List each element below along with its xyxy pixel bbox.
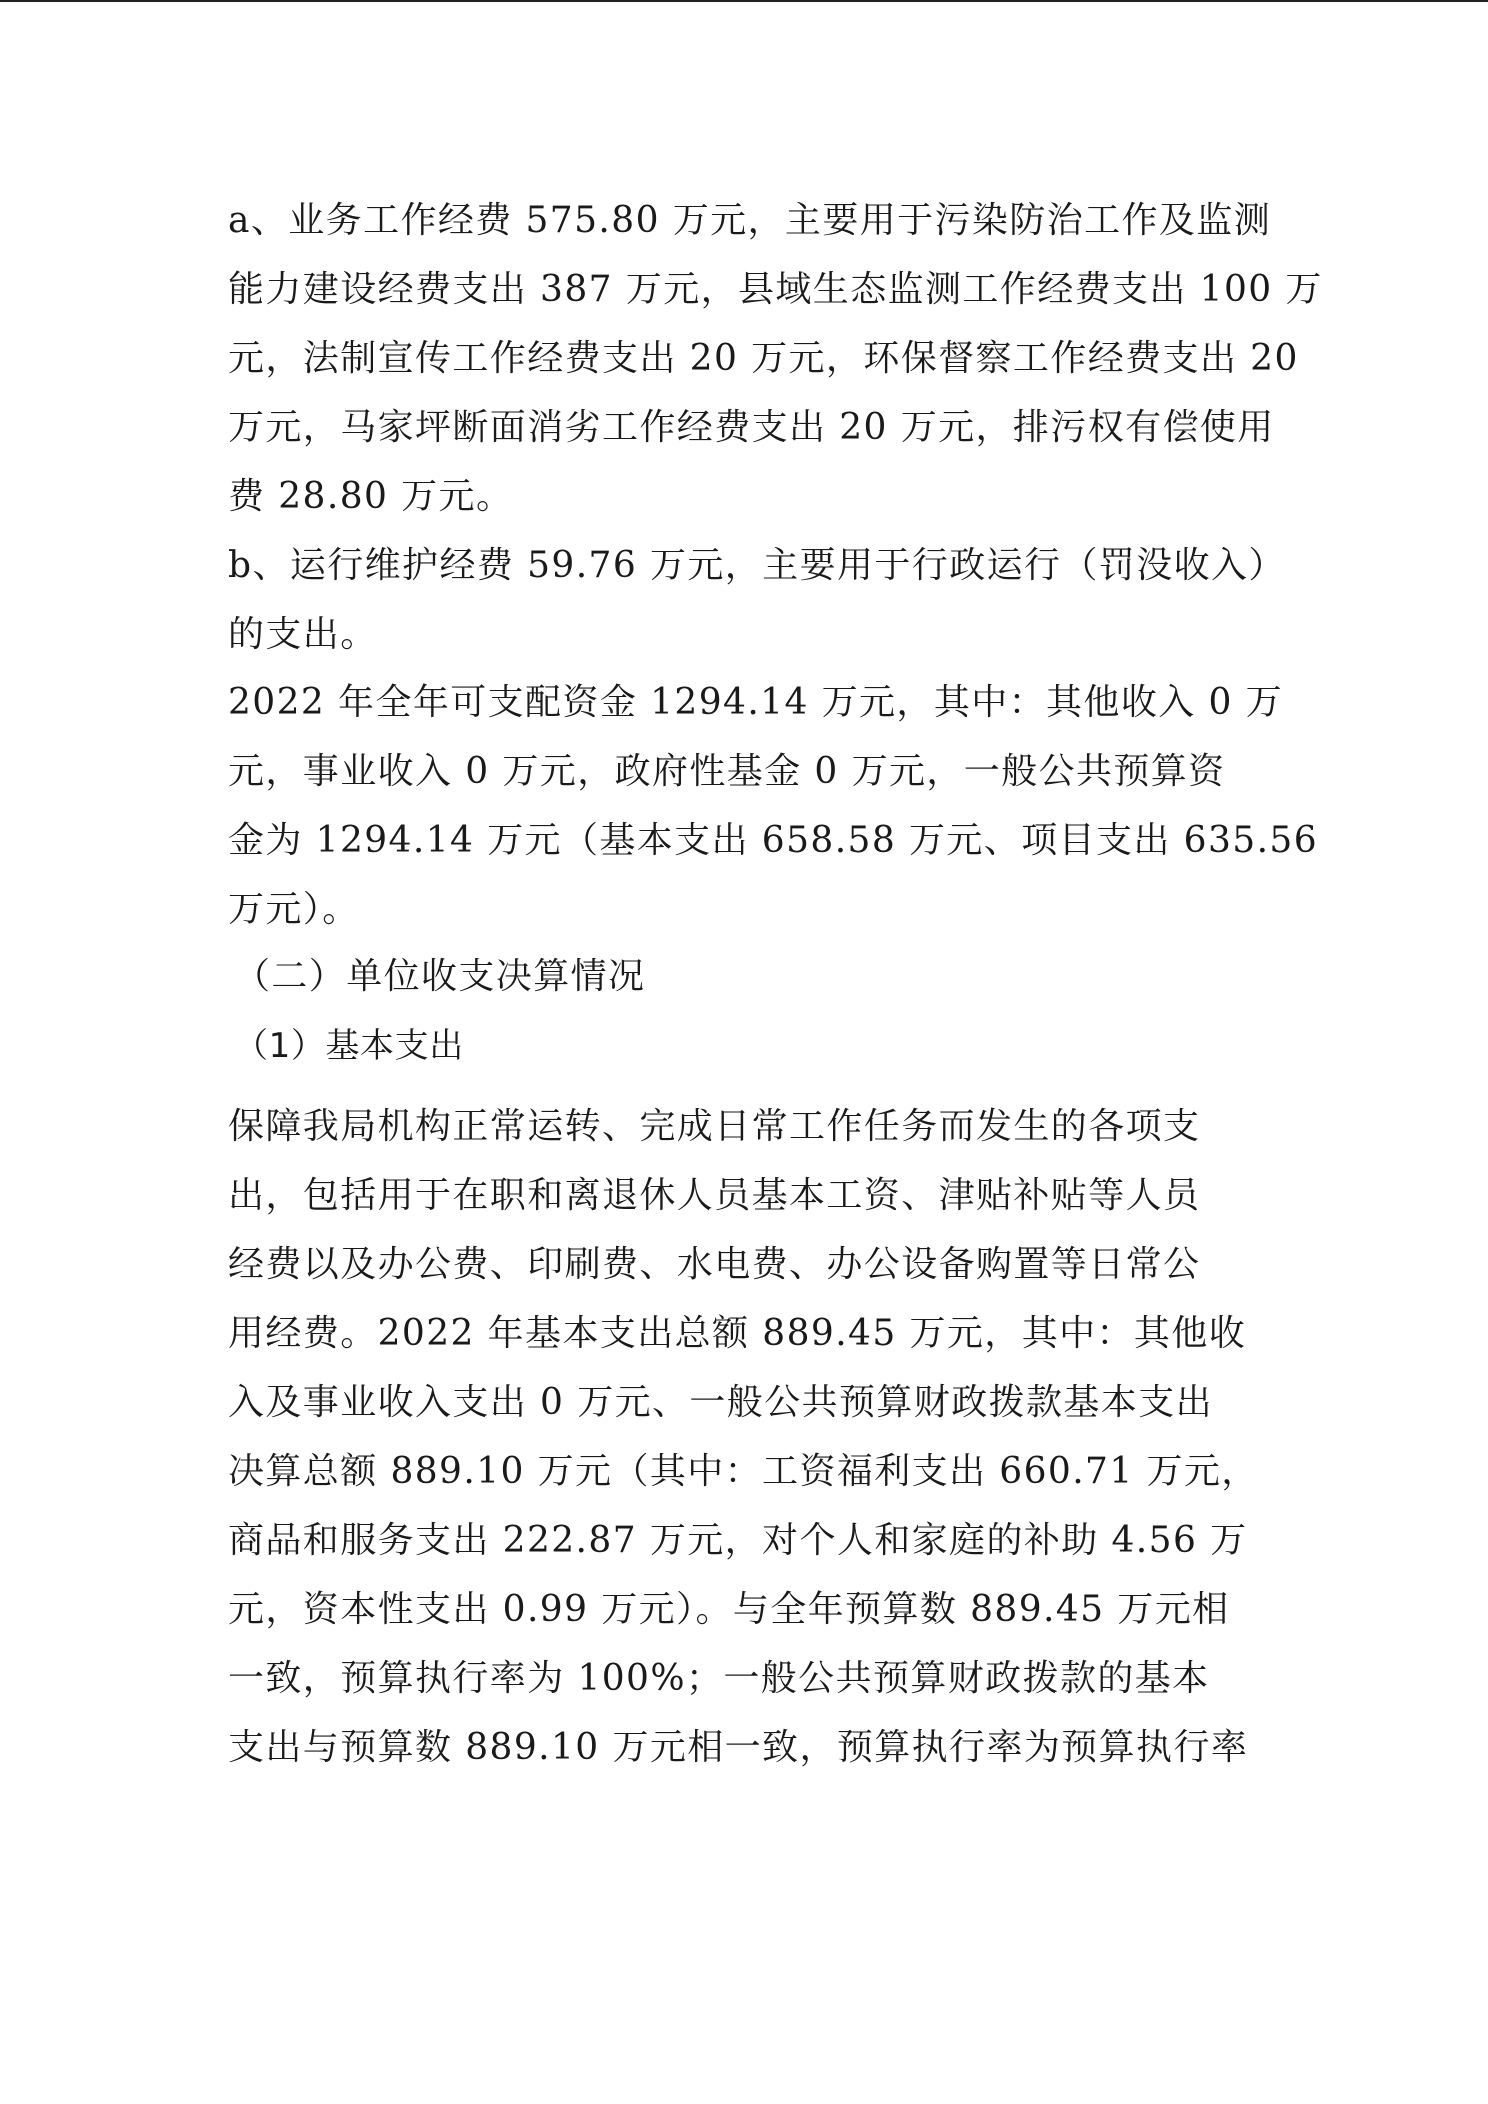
text-line: 元，事业收入 0 万元，政府性基金 0 万元，一般公共预算资 xyxy=(228,751,1226,792)
paragraph-basic-expenditure xyxy=(228,1092,1263,1782)
text-line: 支出与预算数 889.10 万元相一致，预算执行率为预算执行率 xyxy=(228,1727,1249,1768)
text-line: 元，法制宣传工作经费支出 20 万元，环保督察工作经费支出 20 xyxy=(228,338,1299,379)
paragraph-business-funds xyxy=(228,186,1323,531)
text-line: 出，包括用于在职和离退休人员基本工资、津贴补贴等人员 xyxy=(228,1175,1201,1216)
text-line: 金为 1294.14 万元（基本支出 658.58 万元、项目支出 635.56 xyxy=(228,820,1319,861)
text-line: b、运行维护经费 59.76 万元，主要用于行政运行（罚没收入） xyxy=(228,545,1286,586)
text-line: 万元，马家坪断面消劣工作经费支出 20 万元，排污权有偿使用 xyxy=(228,407,1275,448)
top-border-line xyxy=(0,0,1488,2)
text-line: 保障我局机构正常运转、完成日常工作任务而发生的各项支 xyxy=(228,1106,1201,1147)
text-line: 万元）。 xyxy=(228,889,360,930)
text-line: 商品和服务支出 222.87 万元，对个人和家庭的补助 4.56 万 xyxy=(228,1520,1248,1561)
section-heading: （二）单位收支决算情况 xyxy=(234,956,646,997)
text-line: 费 28.80 万元。 xyxy=(228,476,514,517)
text-line: 用经费。2022 年基本支出总额 889.45 万元，其中：其他收 xyxy=(228,1313,1247,1354)
text-line: 2022 年全年可支配资金 1294.14 万元，其中：其他收入 0 万 xyxy=(228,682,1284,723)
text-line: 经费以及办公费、印刷费、水电费、办公设备购置等日常公 xyxy=(228,1244,1201,1285)
text-line: 入及事业收入支出 0 万元、一般公共预算财政拨款基本支出 xyxy=(228,1382,1213,1423)
text-line: 决算总额 889.10 万元（其中：工资福利支出 660.71 万元， xyxy=(228,1451,1259,1492)
text-line: 元，资本性支出 0.99 万元）。与全年预算数 889.45 万元相 xyxy=(228,1589,1230,1630)
paragraph-maintenance-funds xyxy=(228,531,1286,669)
text-line: a、业务工作经费 575.80 万元，主要用于污染防治工作及监测 xyxy=(228,200,1272,241)
subsection-heading: （1）基本支出 xyxy=(234,1026,464,1066)
paragraph-available-funds-2022 xyxy=(228,668,1319,944)
text-line: 的支出。 xyxy=(228,614,378,655)
text-line: 一致，预算执行率为 100%；一般公共预算财政拨款的基本 xyxy=(228,1658,1210,1699)
text-line: 能力建设经费支出 387 万元，县域生态监测工作经费支出 100 万 xyxy=(228,269,1323,310)
